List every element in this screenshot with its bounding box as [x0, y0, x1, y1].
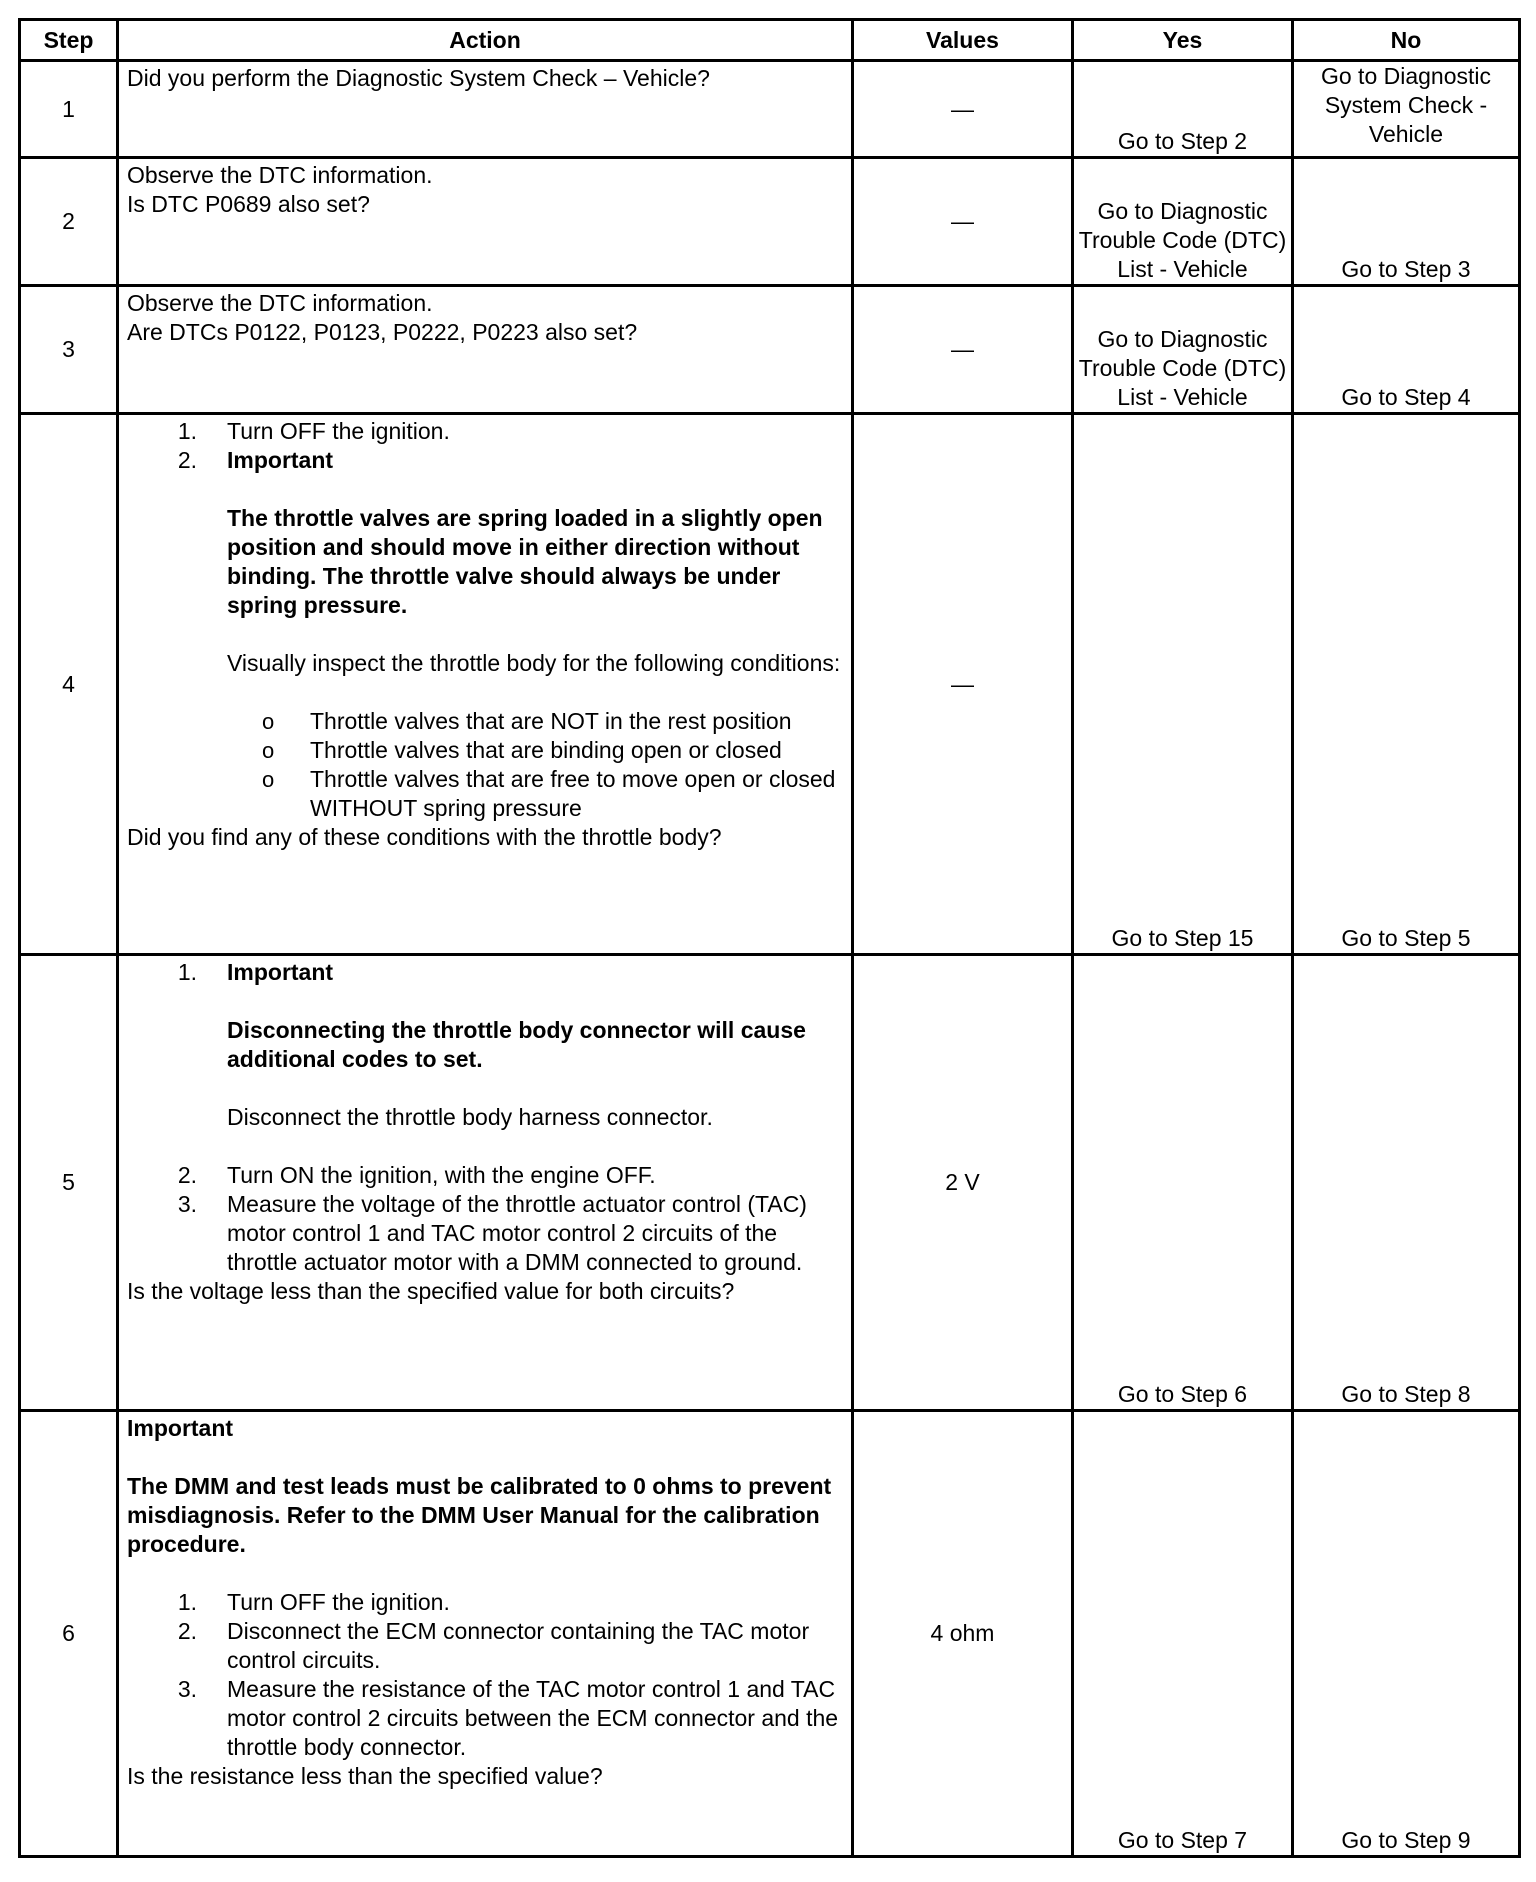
action-cell: [118, 414, 853, 955]
step-number: 3: [20, 286, 118, 414]
value-cell: —: [853, 61, 1073, 158]
yes-cell: Go to Diagnostic Trouble Code (DTC) List - Vehicle: [1073, 286, 1293, 414]
step-item-text: Turn OFF the ignition.: [227, 1589, 450, 1615]
inspect-instruction: Visually inspect the throttle body for the following conditions:: [227, 650, 841, 676]
step-item-number: 1.: [177, 418, 197, 444]
condition-list: [262, 707, 845, 823]
value-cell: 2 V: [853, 955, 1073, 1411]
step-item-text: Turn ON the ignition, with the engine OFF.: [227, 1162, 656, 1188]
important-note: The DMM and test leads must be calibrated to 0 ohms to prevent misdiagnosis. Refer to the DMM User Manual for the calibration procedure.: [127, 1473, 832, 1557]
action-cell: [118, 955, 853, 1411]
header-values: Values: [853, 20, 1073, 61]
step-item-number: 3.: [177, 1676, 197, 1702]
value-cell: —: [853, 414, 1073, 955]
yes-cell: Go to Step 7: [1073, 1411, 1293, 1857]
no-cell: Go to Step 3: [1293, 158, 1520, 286]
action-cell: [118, 61, 853, 158]
step-number: 4: [20, 414, 118, 955]
diagnostic-document: [18, 18, 1521, 1858]
important-label: Important: [227, 959, 334, 985]
header-action: Action: [118, 20, 853, 61]
step-item-text: Measure the resistance of the TAC motor control 1 and TAC motor control 2 circuits between the ECM connector and the throttle body connector.: [227, 1676, 839, 1760]
value-cell: 4 ohm: [853, 1411, 1073, 1857]
no-cell: Go to Step 4: [1293, 286, 1520, 414]
no-cell: Go to Step 5: [1293, 414, 1520, 955]
step-number: 5: [20, 955, 118, 1411]
important-label: Important: [127, 1415, 234, 1441]
condition-item: Throttle valves that are NOT in the rest position: [310, 708, 792, 734]
disconnect-instruction: Disconnect the throttle body harness connector.: [227, 1104, 713, 1130]
action-question: Is the voltage less than the specified value for both circuits?: [127, 1278, 735, 1304]
action-text: Observe the DTC information.: [127, 290, 433, 316]
step-item-number: 1.: [177, 959, 197, 985]
step-item-text: Disconnect the ECM connector containing the TAC motor control circuits.: [227, 1618, 810, 1673]
step-item-number: 1.: [177, 1589, 197, 1615]
header-yes: Yes: [1073, 20, 1293, 61]
bullet: o: [262, 767, 275, 792]
step-item-number: 3.: [177, 1191, 197, 1217]
action-cell: [118, 158, 853, 286]
table-row-step-1: [20, 61, 1520, 158]
value-cell: —: [853, 286, 1073, 414]
step-number: 2: [20, 158, 118, 286]
table-row-step-3: [20, 286, 1520, 414]
condition-item: Throttle valves that are binding open or closed: [310, 737, 782, 763]
action-question: Is the resistance less than the specified value?: [127, 1763, 603, 1789]
step-number: 1: [20, 61, 118, 158]
bullet: o: [262, 738, 275, 763]
step-item-text: Measure the voltage of the throttle actuator control (TAC) motor control 1 and TAC motor control 2 circuits of the throttle actuator motor with a DMM connected to ground.: [227, 1191, 807, 1275]
action-question: Are DTCs P0122, P0123, P0222, P0223 also set?: [127, 319, 638, 345]
bullet: o: [262, 709, 275, 734]
diagnostic-table: [18, 18, 1521, 1858]
action-text: Observe the DTC information.: [127, 162, 433, 188]
yes-cell: Go to Diagnostic Trouble Code (DTC) List - Vehicle: [1073, 158, 1293, 286]
header-step: Step: [20, 20, 118, 61]
table-row-step-4: [20, 414, 1520, 955]
action-cell: [118, 286, 853, 414]
condition-item: Throttle valves that are free to move open or closed WITHOUT spring pressure: [310, 766, 836, 821]
important-note: Disconnecting the throttle body connector will cause additional codes to set.: [227, 1017, 806, 1072]
value-cell: —: [853, 158, 1073, 286]
action-question: Did you find any of these conditions with the throttle body?: [127, 824, 722, 850]
table-row-step-2: [20, 158, 1520, 286]
step-number: 6: [20, 1411, 118, 1857]
yes-cell: Go to Step 6: [1073, 955, 1293, 1411]
step-item-number: 2.: [177, 1162, 197, 1188]
yes-cell: Go to Step 15: [1073, 414, 1293, 955]
no-cell: Go to Step 9: [1293, 1411, 1520, 1857]
step-item-number: 2.: [177, 447, 197, 473]
table-row-step-6: [20, 1411, 1520, 1857]
header-no: No: [1293, 20, 1520, 61]
action-question: Is DTC P0689 also set?: [127, 191, 370, 217]
important-note: The throttle valves are spring loaded in a slightly open position and should move in either direction without binding. The throttle valve should always be under spring pressure.: [227, 505, 823, 618]
table-row-step-5: [20, 955, 1520, 1411]
action-cell: [118, 1411, 853, 1857]
step-item-number: 2.: [177, 1618, 197, 1644]
important-label: Important: [227, 447, 334, 473]
step-item-text: Turn OFF the ignition.: [227, 418, 450, 444]
yes-cell: Go to Step 2: [1073, 61, 1293, 158]
action-question: Did you perform the Diagnostic System Check – Vehicle?: [127, 65, 710, 91]
no-cell: Go to Diagnostic System Check - Vehicle: [1293, 61, 1520, 158]
no-cell: Go to Step 8: [1293, 955, 1520, 1411]
table-header-row: [20, 20, 1520, 61]
